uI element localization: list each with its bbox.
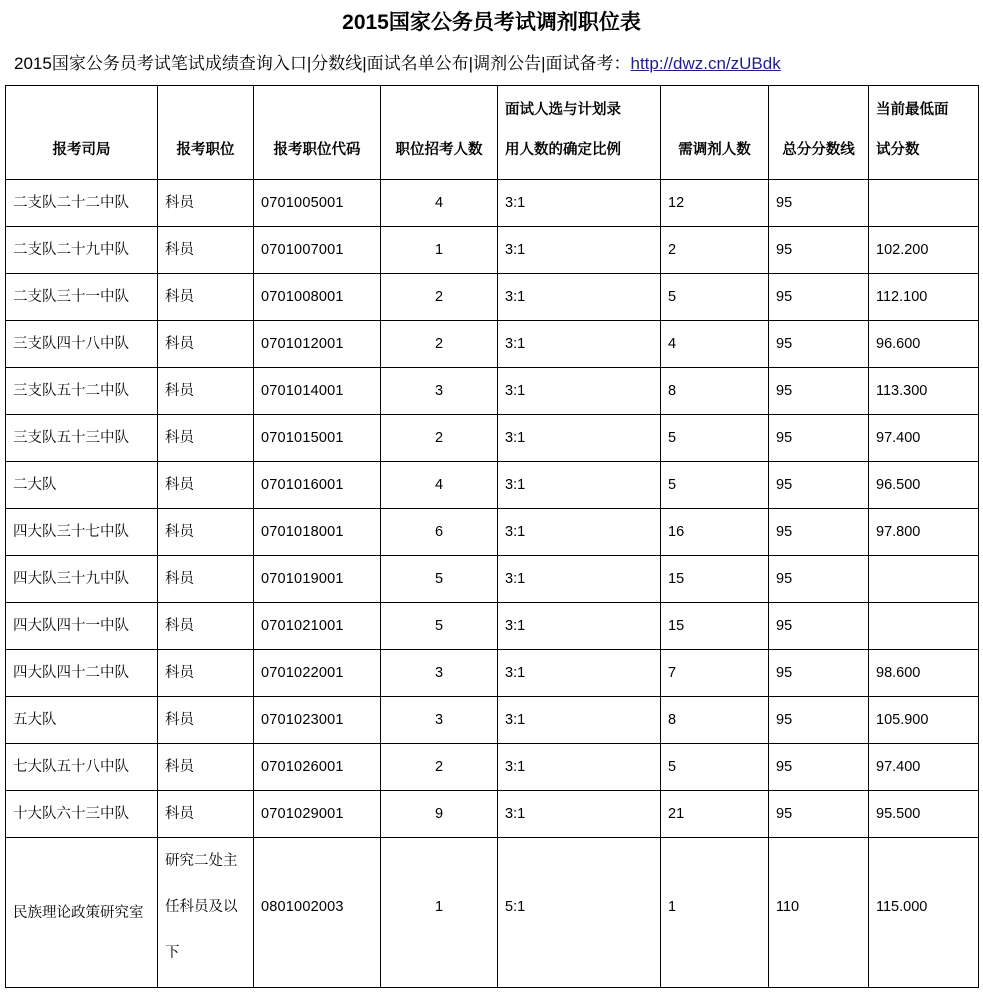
cell-need-count: 15 (661, 603, 769, 650)
cell-need-count: 7 (661, 650, 769, 697)
cell-post-code: 0701016001 (254, 462, 381, 509)
cell-hire-count: 2 (381, 744, 498, 791)
cell-score-line: 95 (769, 462, 869, 509)
table-row (6, 180, 979, 227)
cell-min-score: 97.400 (869, 744, 979, 791)
cell-org: 七大队五十八中队 (6, 744, 158, 791)
cell-post-code: 0701026001 (254, 744, 381, 791)
job-adjustment-table (5, 85, 979, 988)
cell-post: 科员 (158, 274, 254, 321)
cell-post: 科员 (158, 603, 254, 650)
cell-min-score: 112.100 (869, 274, 979, 321)
cell-min-score: 102.200 (869, 227, 979, 274)
cell-org: 四大队四十二中队 (6, 650, 158, 697)
cell-min-score: 98.600 (869, 650, 979, 697)
column-header-hire-count: 职位招考人数 (381, 86, 498, 180)
column-header-org: 报考司局 (6, 86, 158, 180)
cell-post: 科员 (158, 744, 254, 791)
cell-score-line: 95 (769, 744, 869, 791)
cell-interview-ratio: 3:1 (498, 321, 661, 368)
resource-link[interactable]: http://dwz.cn/zUBdk (630, 54, 781, 73)
cell-org: 四大队四十一中队 (6, 603, 158, 650)
cell-interview-ratio: 3:1 (498, 556, 661, 603)
cell-post-code: 0701018001 (254, 509, 381, 556)
cell-need-count: 5 (661, 744, 769, 791)
table-row (6, 509, 979, 556)
cell-min-score: 113.300 (869, 368, 979, 415)
cell-post: 科员 (158, 368, 254, 415)
cell-hire-count: 1 (381, 838, 498, 988)
cell-interview-ratio: 3:1 (498, 462, 661, 509)
column-header-interview-ratio: 面试人选与计划录 用人数的确定比例 (498, 86, 661, 180)
table-row (6, 274, 979, 321)
cell-interview-ratio: 3:1 (498, 650, 661, 697)
cell-post-code: 0701019001 (254, 556, 381, 603)
cell-min-score (869, 603, 979, 650)
subtitle-bar (0, 37, 983, 85)
table-row (6, 368, 979, 415)
table-row (6, 697, 979, 744)
cell-score-line: 95 (769, 415, 869, 462)
cell-score-line: 95 (769, 368, 869, 415)
cell-org: 三支队五十三中队 (6, 415, 158, 462)
cell-org: 民族理论政策研究室 (6, 838, 158, 988)
cell-min-score: 95.500 (869, 791, 979, 838)
cell-score-line: 95 (769, 227, 869, 274)
cell-post: 科员 (158, 791, 254, 838)
cell-post-code: 0701021001 (254, 603, 381, 650)
cell-score-line: 95 (769, 697, 869, 744)
cell-hire-count: 6 (381, 509, 498, 556)
cell-need-count: 8 (661, 697, 769, 744)
cell-org: 二大队 (6, 462, 158, 509)
cell-post-code: 0701015001 (254, 415, 381, 462)
cell-post-code: 0701007001 (254, 227, 381, 274)
table-row (6, 744, 979, 791)
table-body (6, 180, 979, 988)
cell-interview-ratio: 3:1 (498, 744, 661, 791)
cell-interview-ratio: 5:1 (498, 838, 661, 988)
cell-score-line: 110 (769, 838, 869, 988)
column-header-need-count: 需调剂人数 (661, 86, 769, 180)
cell-score-line: 95 (769, 509, 869, 556)
cell-org: 二支队三十一中队 (6, 274, 158, 321)
cell-hire-count: 3 (381, 650, 498, 697)
cell-min-score: 97.400 (869, 415, 979, 462)
cell-hire-count: 2 (381, 321, 498, 368)
cell-min-score: 115.000 (869, 838, 979, 988)
cell-post: 科员 (158, 509, 254, 556)
table-row (6, 556, 979, 603)
cell-min-score: 97.800 (869, 509, 979, 556)
cell-post-code: 0701014001 (254, 368, 381, 415)
cell-score-line: 95 (769, 274, 869, 321)
table-row (6, 650, 979, 697)
cell-post-code: 0801002003 (254, 838, 381, 988)
column-header-post: 报考职位 (158, 86, 254, 180)
cell-org: 二支队二十九中队 (6, 227, 158, 274)
cell-hire-count: 4 (381, 462, 498, 509)
cell-hire-count: 5 (381, 603, 498, 650)
cell-min-score: 96.500 (869, 462, 979, 509)
cell-post: 科员 (158, 321, 254, 368)
cell-need-count: 5 (661, 462, 769, 509)
table-row (6, 603, 979, 650)
column-header-min-interview-score: 当前最低面 试分数 (869, 86, 979, 180)
cell-interview-ratio: 3:1 (498, 227, 661, 274)
cell-interview-ratio: 3:1 (498, 415, 661, 462)
cell-org: 三支队四十八中队 (6, 321, 158, 368)
page-title: 2015国家公务员考试调剂职位表 (342, 11, 641, 34)
cell-score-line: 95 (769, 650, 869, 697)
cell-min-score (869, 556, 979, 603)
cell-org: 十大队六十三中队 (6, 791, 158, 838)
table-header (6, 86, 979, 180)
cell-need-count: 4 (661, 321, 769, 368)
table-row (6, 838, 979, 988)
cell-need-count: 15 (661, 556, 769, 603)
cell-min-score (869, 180, 979, 227)
table-row (6, 321, 979, 368)
cell-hire-count: 1 (381, 227, 498, 274)
cell-post-code: 0701008001 (254, 274, 381, 321)
cell-need-count: 8 (661, 368, 769, 415)
cell-need-count: 5 (661, 415, 769, 462)
cell-hire-count: 3 (381, 697, 498, 744)
cell-post: 科员 (158, 556, 254, 603)
cell-hire-count: 2 (381, 415, 498, 462)
cell-org: 二支队二十二中队 (6, 180, 158, 227)
cell-min-score: 105.900 (869, 697, 979, 744)
cell-score-line: 95 (769, 791, 869, 838)
cell-need-count: 16 (661, 509, 769, 556)
cell-post: 科员 (158, 180, 254, 227)
table-row (6, 791, 979, 838)
cell-post: 科员 (158, 462, 254, 509)
cell-hire-count: 5 (381, 556, 498, 603)
cell-post: 科员 (158, 415, 254, 462)
cell-org: 三支队五十二中队 (6, 368, 158, 415)
cell-post-code: 0701023001 (254, 697, 381, 744)
cell-interview-ratio: 3:1 (498, 697, 661, 744)
cell-post: 科员 (158, 697, 254, 744)
cell-interview-ratio: 3:1 (498, 791, 661, 838)
cell-org: 四大队三十九中队 (6, 556, 158, 603)
cell-need-count: 1 (661, 838, 769, 988)
cell-post: 研究二处主任科员及以下 (158, 838, 254, 988)
cell-score-line: 95 (769, 321, 869, 368)
cell-interview-ratio: 3:1 (498, 368, 661, 415)
cell-hire-count: 9 (381, 791, 498, 838)
cell-need-count: 5 (661, 274, 769, 321)
cell-post-code: 0701005001 (254, 180, 381, 227)
table-row (6, 227, 979, 274)
cell-need-count: 21 (661, 791, 769, 838)
column-header-post-code: 报考职位代码 (254, 86, 381, 180)
cell-org: 五大队 (6, 697, 158, 744)
cell-hire-count: 2 (381, 274, 498, 321)
cell-interview-ratio: 3:1 (498, 509, 661, 556)
cell-post: 科员 (158, 650, 254, 697)
table-row (6, 462, 979, 509)
column-header-score-line: 总分分数线 (769, 86, 869, 180)
cell-interview-ratio: 3:1 (498, 180, 661, 227)
cell-need-count: 12 (661, 180, 769, 227)
cell-post-code: 0701012001 (254, 321, 381, 368)
header-row (6, 86, 979, 180)
cell-interview-ratio: 3:1 (498, 603, 661, 650)
cell-hire-count: 3 (381, 368, 498, 415)
cell-hire-count: 4 (381, 180, 498, 227)
cell-need-count: 2 (661, 227, 769, 274)
cell-min-score: 96.600 (869, 321, 979, 368)
cell-score-line: 95 (769, 603, 869, 650)
cell-interview-ratio: 3:1 (498, 274, 661, 321)
cell-org: 四大队三十七中队 (6, 509, 158, 556)
cell-post-code: 0701022001 (254, 650, 381, 697)
cell-post-code: 0701029001 (254, 791, 381, 838)
cell-score-line: 95 (769, 180, 869, 227)
cell-post: 科员 (158, 227, 254, 274)
cell-score-line: 95 (769, 556, 869, 603)
subtitle-text: 2015国家公务员考试笔试成绩查询入口|分数线|面试名单公布|调剂公告|面试备考： (14, 54, 631, 73)
table-row (6, 415, 979, 462)
